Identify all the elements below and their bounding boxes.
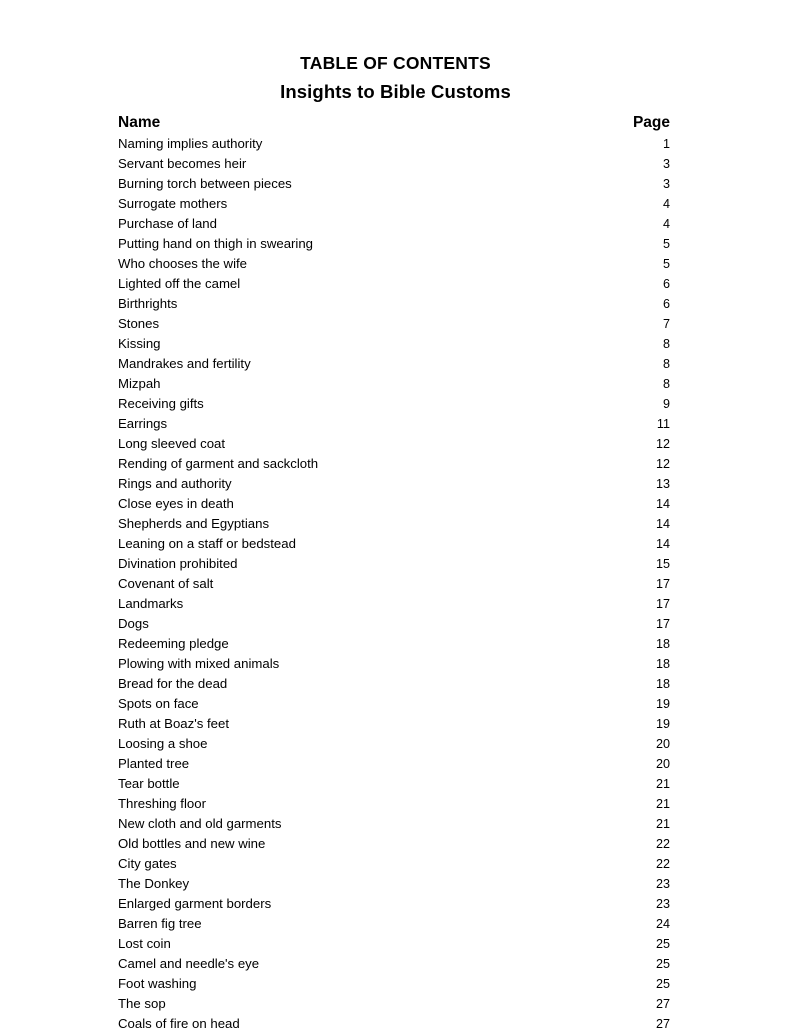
toc-entry-name: Who chooses the wife — [118, 256, 248, 271]
toc-entry-row[interactable] — [118, 474, 670, 494]
toc-entry-row[interactable] — [118, 134, 670, 154]
toc-entry-page: 11 — [656, 417, 670, 431]
toc-entry-name: Birthrights — [118, 296, 178, 311]
toc-entry-page: 4 — [662, 197, 670, 211]
toc-entry-row[interactable] — [118, 534, 670, 554]
toc-entry-row[interactable] — [118, 334, 670, 354]
toc-entry-name: Dogs — [118, 616, 149, 631]
toc-entry-name: Purchase of land — [118, 216, 217, 231]
toc-entry-row[interactable] — [118, 554, 670, 574]
toc-entry-page: 25 — [655, 957, 670, 971]
toc-entry-name: The sop — [118, 996, 166, 1011]
toc-entry-row[interactable] — [118, 274, 670, 294]
document-subtitle: Insights to Bible Customs — [280, 81, 511, 102]
toc-entry-page: 13 — [655, 477, 670, 491]
toc-entry-page: 21 — [655, 817, 670, 831]
toc-entry-page: 8 — [662, 337, 670, 351]
toc-entry-page: 25 — [655, 977, 670, 991]
toc-entry-row[interactable] — [118, 994, 670, 1014]
toc-entry-name: Surrogate mothers — [118, 196, 228, 211]
toc-entry-row[interactable] — [118, 934, 670, 954]
toc-entry-row[interactable] — [118, 514, 670, 534]
toc-entry-name: Earrings — [118, 416, 168, 431]
toc-entry-name: Planted tree — [118, 756, 190, 771]
toc-entry-page: 18 — [655, 677, 670, 691]
column-header-name: Name — [118, 114, 161, 131]
toc-entry-name: Redeeming pledge — [118, 636, 229, 651]
toc-entry-row[interactable] — [118, 434, 670, 454]
toc-entry-name: Camel and needle's eye — [118, 956, 260, 971]
toc-entry-row[interactable] — [118, 794, 670, 814]
toc-entry-page: 23 — [655, 897, 670, 911]
title-block — [0, 52, 791, 104]
toc-entry-name: Shepherds and Egyptians — [118, 516, 270, 531]
toc-entry-name: New cloth and old garments — [118, 816, 282, 831]
toc-entry-row[interactable] — [118, 854, 670, 874]
toc-entry-row[interactable] — [118, 394, 670, 414]
toc-entry-name: Landmarks — [118, 596, 184, 611]
toc-entry-page: 18 — [655, 637, 670, 651]
column-header-page: Page — [632, 114, 670, 131]
toc-entry-page: 15 — [655, 557, 670, 571]
toc-entry-row[interactable] — [118, 254, 670, 274]
toc-entry-page: 14 — [655, 537, 670, 551]
toc-entry-name: Covenant of salt — [118, 576, 214, 591]
document-title: TABLE OF CONTENTS — [300, 53, 491, 73]
toc-entry-row[interactable] — [118, 214, 670, 234]
toc-header-row — [118, 112, 670, 134]
toc-entry-page: 23 — [655, 877, 670, 891]
toc-body — [118, 134, 670, 1034]
toc-entry-name: Stones — [118, 316, 160, 331]
toc-entry-row[interactable] — [118, 774, 670, 794]
toc-entry-name: Lost coin — [118, 936, 171, 951]
toc-entry-row[interactable] — [118, 754, 670, 774]
toc-entry-page: 20 — [655, 757, 670, 771]
toc-entry-row[interactable] — [118, 674, 670, 694]
toc-entry-name: Mandrakes and fertility — [118, 356, 251, 371]
toc-entry-row[interactable] — [118, 954, 670, 974]
toc-entry-name: Close eyes in death — [118, 496, 234, 511]
toc-entry-name: Putting hand on thigh in swearing — [118, 236, 314, 251]
toc-entry-page: 7 — [662, 317, 670, 331]
toc-entry-row[interactable] — [118, 814, 670, 834]
toc-entry-row[interactable] — [118, 694, 670, 714]
toc-entry-name: Servant becomes heir — [118, 156, 247, 171]
toc-entry-row[interactable] — [118, 834, 670, 854]
toc-entry-page: 6 — [662, 297, 670, 311]
toc-entry-page: 24 — [655, 917, 670, 931]
toc-entry-page: 17 — [655, 597, 670, 611]
toc-entry-page: 1 — [662, 137, 670, 151]
toc-entry-row[interactable] — [118, 1014, 670, 1034]
toc-entry-row[interactable] — [118, 294, 670, 314]
toc-entry-name: Rending of garment and sackcloth — [118, 456, 319, 471]
toc-entry-row[interactable] — [118, 714, 670, 734]
toc-entry-page: 6 — [662, 277, 670, 291]
toc-entry-row[interactable] — [118, 174, 670, 194]
toc-entry-name: City gates — [118, 856, 177, 871]
toc-entry-name: Loosing a shoe — [118, 736, 208, 751]
toc-entry-page: 8 — [662, 357, 670, 371]
toc-entry-row[interactable] — [118, 974, 670, 994]
toc-entry-row[interactable] — [118, 154, 670, 174]
toc-entry-row[interactable] — [118, 914, 670, 934]
toc-entry-page: 20 — [655, 737, 670, 751]
toc-entry-page: 25 — [655, 937, 670, 951]
toc-entry-name: Leaning on a staff or bedstead — [118, 536, 296, 551]
toc-entry-name: Tear bottle — [118, 776, 180, 791]
toc-entry-page: 18 — [655, 657, 670, 671]
toc-entry-name: Coals of fire on head — [118, 1016, 240, 1031]
toc-entry-name: Foot washing — [118, 976, 197, 991]
toc-entry-row[interactable] — [118, 354, 670, 374]
toc-entry-page: 27 — [655, 997, 670, 1011]
table-of-contents — [118, 112, 670, 1034]
toc-entry-row[interactable] — [118, 454, 670, 474]
toc-entry-page: 19 — [655, 717, 670, 731]
toc-entry-name: Old bottles and new wine — [118, 836, 266, 851]
toc-entry-page: 22 — [655, 857, 670, 871]
toc-entry-row[interactable] — [118, 314, 670, 334]
toc-entry-row[interactable] — [118, 494, 670, 514]
toc-table — [118, 112, 670, 1034]
toc-entry-page: 12 — [655, 457, 670, 471]
toc-entry-page: 8 — [662, 377, 670, 391]
toc-entry-page: 17 — [655, 577, 670, 591]
toc-entry-name: Mizpah — [118, 376, 161, 391]
toc-entry-page: 19 — [655, 697, 670, 711]
toc-entry-row[interactable] — [118, 734, 670, 754]
toc-entry-page: 9 — [662, 397, 670, 411]
toc-entry-page: 22 — [655, 837, 670, 851]
toc-entry-page: 21 — [655, 797, 670, 811]
toc-entry-name: Divination prohibited — [118, 556, 238, 571]
toc-entry-page: 14 — [655, 497, 670, 511]
toc-entry-page: 27 — [655, 1017, 670, 1031]
toc-entry-row[interactable] — [118, 574, 670, 594]
toc-entry-page: 3 — [662, 177, 670, 191]
toc-entry-name: Kissing — [118, 336, 161, 351]
toc-entry-row[interactable] — [118, 874, 670, 894]
toc-entry-row[interactable] — [118, 894, 670, 914]
toc-entry-row[interactable] — [118, 374, 670, 394]
toc-entry-row[interactable] — [118, 594, 670, 614]
toc-entry-page: 5 — [662, 237, 670, 251]
toc-entry-row[interactable] — [118, 414, 670, 434]
toc-entry-page: 4 — [662, 217, 670, 231]
toc-entry-name: Spots on face — [118, 696, 199, 711]
toc-entry-name: Rings and authority — [118, 476, 232, 491]
toc-entry-page: 17 — [655, 617, 670, 631]
toc-entry-row[interactable] — [118, 634, 670, 654]
toc-entry-page: 3 — [662, 157, 670, 171]
toc-entry-name: Burning torch between pieces — [118, 176, 292, 191]
toc-entry-page: 12 — [655, 437, 670, 451]
toc-entry-row[interactable] — [118, 614, 670, 634]
toc-entry-name: Enlarged garment borders — [118, 896, 272, 911]
toc-entry-page: 21 — [655, 777, 670, 791]
toc-entry-name: Barren fig tree — [118, 916, 202, 931]
toc-entry-name: Naming implies authority — [118, 136, 263, 151]
toc-entry-name: Ruth at Boaz's feet — [118, 716, 230, 731]
toc-entry-row[interactable] — [118, 234, 670, 254]
toc-entry-row[interactable] — [118, 194, 670, 214]
toc-entry-page: 14 — [655, 517, 670, 531]
toc-entry-name: The Donkey — [118, 876, 190, 891]
toc-entry-name: Long sleeved coat — [118, 436, 226, 451]
toc-entry-name: Receiving gifts — [118, 396, 204, 411]
toc-entry-name: Threshing floor — [118, 796, 206, 811]
toc-entry-name: Plowing with mixed animals — [118, 656, 280, 671]
toc-entry-name: Bread for the dead — [118, 676, 228, 691]
toc-entry-page: 5 — [662, 257, 670, 271]
toc-entry-name: Lighted off the camel — [118, 276, 241, 291]
toc-entry-row[interactable] — [118, 654, 670, 674]
